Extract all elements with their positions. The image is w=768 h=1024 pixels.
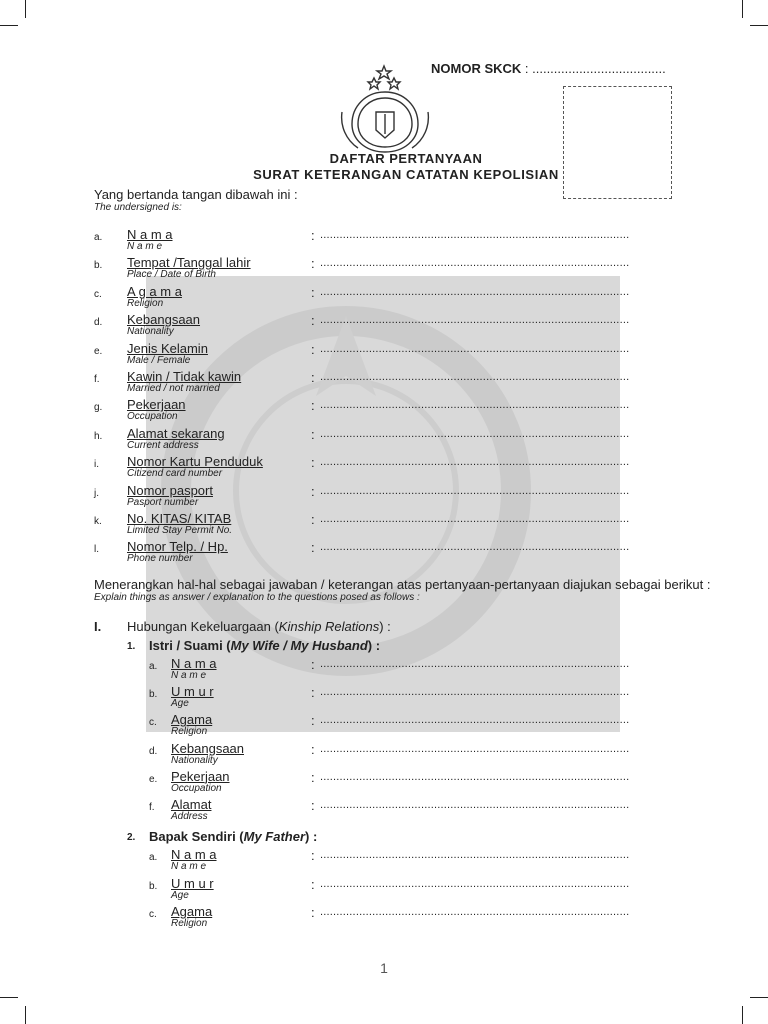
field-label-en: Occupation xyxy=(171,782,222,794)
field-answer-line[interactable]: ............................................................................................... xyxy=(320,513,630,525)
field-colon: : xyxy=(311,341,315,357)
field-answer-line[interactable]: ............................................................................................... xyxy=(320,342,630,355)
field-colon: : xyxy=(311,284,315,300)
field-letter: g. xyxy=(94,402,103,414)
form-title-line2: SURAT KETERANGAN CATATAN KEPOLISIAN xyxy=(253,167,559,182)
page-number: 1 xyxy=(380,960,388,976)
field-colon: : xyxy=(311,798,315,813)
field-label: Alamat sekarang xyxy=(127,425,225,441)
form-field-row xyxy=(0,284,768,312)
field-label-en: Age xyxy=(171,889,189,901)
field-label-en: Nationality xyxy=(127,326,174,338)
crop-mark xyxy=(25,1006,26,1024)
field-label: N a m a xyxy=(171,847,217,862)
field-letter: d. xyxy=(94,317,103,329)
field-answer-line[interactable]: ............................................................................................... xyxy=(320,541,630,554)
field-answer-line[interactable]: ............................................................................................... xyxy=(320,799,630,811)
field-label: U m u r xyxy=(171,684,214,700)
field-letter: b. xyxy=(94,260,103,272)
field-answer-line[interactable]: ............................................................................................... xyxy=(320,399,630,412)
field-letter: j. xyxy=(94,487,99,499)
form-field-row xyxy=(0,684,768,712)
field-label-en: Current address xyxy=(127,439,199,451)
field-letter: h. xyxy=(94,430,103,442)
field-letter: b. xyxy=(149,689,158,701)
subsection-title: Istri / Suami (My Wife / My Husband) : xyxy=(149,638,381,653)
field-colon: : xyxy=(311,540,315,556)
field-answer-line[interactable]: ............................................................................................... xyxy=(320,877,630,890)
field-label-en: Male / Female xyxy=(127,354,191,366)
field-label-en: Occupation xyxy=(127,411,178,423)
field-answer-line[interactable]: ............................................................................................... xyxy=(320,229,630,241)
field-letter: a. xyxy=(94,232,103,243)
field-label-en: N a m e xyxy=(171,670,207,681)
field-answer-line[interactable]: ............................................................................................... xyxy=(320,456,630,469)
form-field-row xyxy=(0,369,768,397)
form-field-row xyxy=(0,656,768,684)
field-colon: : xyxy=(311,256,315,272)
form-field-row xyxy=(0,255,768,283)
field-label: A g a m a xyxy=(127,283,182,299)
form-field-row xyxy=(0,426,768,454)
form-field-row xyxy=(0,904,768,932)
field-answer-line[interactable]: ............................................................................................... xyxy=(320,427,630,440)
form-field-row xyxy=(0,483,768,511)
field-letter: l. xyxy=(94,544,99,556)
field-answer-line[interactable]: ............................................................................................... xyxy=(320,285,630,298)
field-letter: e. xyxy=(94,345,103,357)
field-label: No. KITAS/ KITAB xyxy=(127,511,232,526)
field-label-en: Citizend card number xyxy=(127,468,223,480)
field-label: N a m a xyxy=(127,227,173,242)
police-emblem-icon xyxy=(336,62,434,154)
crop-mark xyxy=(750,997,768,998)
skck-label: NOMOR SKCK xyxy=(431,61,522,76)
field-letter: d. xyxy=(149,745,158,757)
crop-mark xyxy=(0,25,18,26)
field-label-en: Nationality xyxy=(171,754,218,766)
intro-text: Yang bertanda tangan dibawah ini : xyxy=(94,187,298,202)
field-label: N a m a xyxy=(171,656,217,671)
field-label-en: Place / Date of Birth xyxy=(127,269,216,281)
field-label-en: Religion xyxy=(171,726,208,738)
intro-text-en: The undersigned is: xyxy=(94,202,182,213)
field-colon: : xyxy=(311,657,315,672)
form-field-row xyxy=(0,312,768,340)
field-colon: : xyxy=(311,905,315,920)
field-label: Nomor pasport xyxy=(127,482,213,498)
field-answer-line[interactable]: ............................................................................................... xyxy=(320,658,630,670)
photo-box xyxy=(563,86,672,199)
field-letter: c. xyxy=(149,909,157,920)
field-answer-line[interactable]: ............................................................................................... xyxy=(320,686,630,699)
field-label-en: Married / not married xyxy=(127,383,220,394)
field-label: Agama xyxy=(171,904,213,919)
field-label-en: Address xyxy=(171,811,208,822)
skck-value: : ..................................... xyxy=(521,61,666,76)
explain-text-en: Explain things as answer / explanation to the questions posed as follows : xyxy=(94,592,420,603)
field-label-en: Religion xyxy=(171,918,208,929)
field-label: Nomor Kartu Penduduk xyxy=(127,454,263,470)
field-letter: c. xyxy=(149,717,157,729)
form-field-row xyxy=(0,454,768,482)
crop-mark xyxy=(0,997,18,998)
field-answer-line[interactable]: ............................................................................................... xyxy=(320,257,630,270)
crop-mark xyxy=(750,25,768,26)
field-label: Kawin / Tidak kawin xyxy=(127,369,242,384)
field-colon: : xyxy=(311,848,315,863)
subsection-number: 2. xyxy=(127,832,136,843)
field-letter: c. xyxy=(94,288,102,300)
explain-text: Menerangkan hal-hal sebagai jawaban / keterangan atas pertanyaan-pertanyaan diajukan sebagai berikut : xyxy=(94,577,711,592)
field-colon: : xyxy=(311,455,315,471)
field-letter: b. xyxy=(149,880,158,892)
crop-mark xyxy=(742,1006,743,1024)
form-title-line1: DAFTAR PERTANYAAN xyxy=(329,151,483,166)
field-label: Pekerjaan xyxy=(127,397,186,413)
field-letter: k. xyxy=(94,516,102,527)
subsection-title: Bapak Sendiri (My Father) : xyxy=(149,829,318,844)
skck-number xyxy=(431,61,666,76)
field-colon: : xyxy=(311,313,315,329)
field-label-en: N a m e xyxy=(171,861,207,872)
field-label-en: Religion xyxy=(127,297,164,309)
field-answer-line[interactable]: ............................................................................................... xyxy=(320,371,630,383)
field-letter: f. xyxy=(94,374,100,385)
field-colon: : xyxy=(311,769,315,785)
subsection-number: 1. xyxy=(127,641,136,652)
form-field-row xyxy=(0,876,768,904)
form-field-row xyxy=(0,797,768,825)
field-colon: : xyxy=(311,370,315,385)
form-field-row xyxy=(0,741,768,769)
field-letter: f. xyxy=(149,802,155,813)
crop-mark xyxy=(25,0,26,18)
field-colon: : xyxy=(311,512,315,527)
field-letter: a. xyxy=(149,852,158,863)
field-label: Jenis Kelamin xyxy=(127,340,208,356)
field-colon: : xyxy=(311,685,315,701)
field-colon: : xyxy=(311,426,315,442)
field-label: Nomor Telp. / Hp. xyxy=(127,539,228,555)
field-label-en: Limited Stay Permit No. xyxy=(127,525,233,536)
field-label: Kebangsaan xyxy=(127,312,201,328)
section-number: I. xyxy=(94,619,102,634)
field-label-en: Age xyxy=(171,698,189,710)
section-title: Hubungan Kekeluargaan (Kinship Relations) : xyxy=(127,619,391,634)
field-colon: : xyxy=(311,398,315,414)
field-answer-line[interactable]: ............................................................................................... xyxy=(320,314,630,327)
form-field-row xyxy=(0,341,768,369)
field-colon: : xyxy=(311,483,315,499)
crop-mark xyxy=(742,0,743,18)
field-colon: : xyxy=(311,741,315,757)
field-answer-line[interactable]: ............................................................................................... xyxy=(320,906,630,918)
field-colon: : xyxy=(311,228,315,243)
field-label: Agama xyxy=(171,712,213,728)
field-label: Kebangsaan xyxy=(171,740,245,756)
field-label: Tempat /Tanggal lahir xyxy=(127,255,251,271)
field-answer-line[interactable]: ............................................................................................... xyxy=(320,849,630,861)
field-colon: : xyxy=(311,713,315,729)
field-letter: e. xyxy=(149,773,158,785)
form-field-row xyxy=(0,511,768,539)
field-label-en: N a m e xyxy=(127,241,163,252)
field-label-en: Pasport number xyxy=(127,496,199,508)
field-answer-line[interactable]: ............................................................................................... xyxy=(320,484,630,497)
field-label: U m u r xyxy=(171,875,214,891)
field-letter: i. xyxy=(94,459,99,471)
field-letter: a. xyxy=(149,661,158,672)
field-label: Alamat xyxy=(171,797,212,812)
field-label-en: Phone number xyxy=(127,553,193,565)
form-field-row xyxy=(0,712,768,740)
field-answer-line[interactable]: ............................................................................................... xyxy=(320,770,630,783)
field-label: Pekerjaan xyxy=(171,768,230,784)
field-colon: : xyxy=(311,876,315,892)
form-field-row xyxy=(0,847,768,875)
form-field-row xyxy=(0,227,768,255)
field-answer-line[interactable]: ............................................................................................... xyxy=(320,714,630,727)
form-field-row xyxy=(0,539,768,567)
form-field-row xyxy=(0,397,768,425)
field-answer-line[interactable]: ............................................................................................... xyxy=(320,742,630,755)
form-field-row xyxy=(0,769,768,797)
